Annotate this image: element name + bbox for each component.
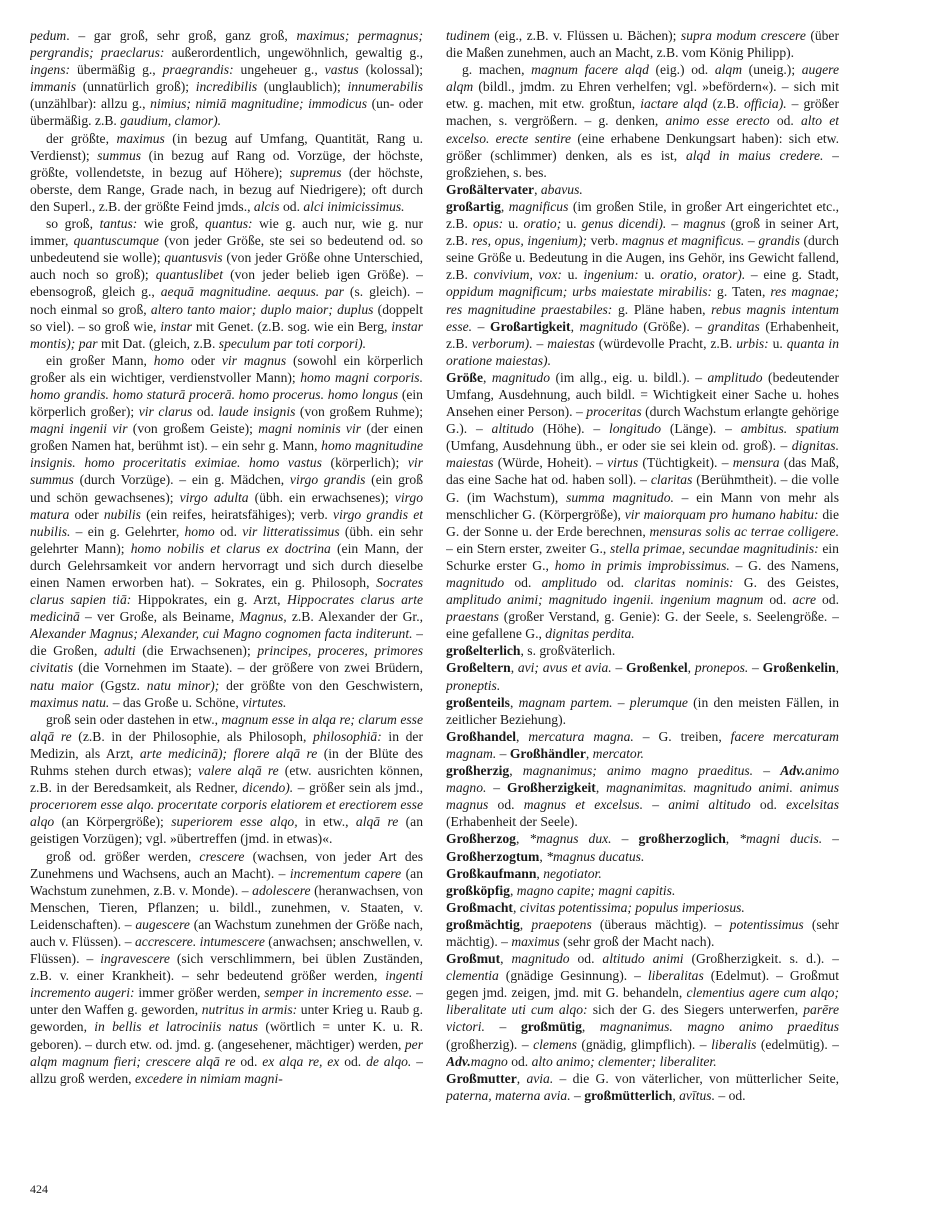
left-column-paragraph: der größte, maximus (in bezug auf Umfang, Quantität, Rang u. Verdienst); summus (in bezug auf Rang od. Vorzüge, der höchste, größte, vollendetste, in bezug auf Höhere); supremus (der höchste, oberste, dem Range, Grade nach, in bezug auf Niedrigere); oft durch den Superl., z.B. der größte Feind jmds., alcis od. alci inimicissimus. xyxy=(30,130,423,214)
left-column-paragraph: groß od. größer werden, crescere (wachsen, von jeder Art des Zunehmens und Wachsens, auch an Macht). – incrementum capere (an Wachstum zunehmen, z.B. v. Monde). – adolescere (heranwachsen, von Menschen, Tieren, Pflanzen; u. bildl., zunehmen, v. Staaten, v. Leidenschaften). – augescere (an Wachstum zunehmen der Größe nach, auch v. Flüssen). – accrescere. intumescere (anwachsen; anschwellen, v. Flüssen). – ingravescere (sich verschlimmern, bei üblen Zuständen, z.B. v. einer Krankheit). – sehr bedeutend größer werden, ingenti incremento augeri: immer größer werden, semper in incremento esse. – unter den Waffen g. geworden, nutritus in armis: unter Krieg u. Raub g. geworden, in bellis et latrociniis natus (wörtlich = unter K. u. R. geboren). – durch etw. od. jmd. g. (angesehener, mächtiger) werden, per alqm magnum fieri; crescere alqā re od. ex alqa re, ex od. de alqo. – allzu groß werden, excedere in nimiam magni- xyxy=(30,848,423,1086)
left-column xyxy=(30,27,423,1177)
right-column-paragraph: Großältervater, abavus. xyxy=(446,181,583,197)
right-column-paragraph: großmächtig, praepotens (überaus mächtig). – potentissimus (sehr mächtig). – maximus (sehr groß der Macht nach). xyxy=(446,916,839,949)
right-column-paragraph: Großmutter, avia. – die G. von väterlicher, von mütterlicher Seite, paterna, materna avia. – großmütterlich, avītus. – od. xyxy=(446,1070,839,1103)
right-column-paragraph: g. machen, magnum facere alqd (eig.) od. alqm (uneig.); augere alqm (bildl., jmdm. zu Ehren verhelfen; vgl. »befördern«). – sich mit etw. g. machen, mit etw. großtun, iactare alqd (z.B. officia). – größer machen, s. vergrößern. – g. denken, animo esse erecto od. alto et excelso. erecte sentire (eine erhabene Denkungsart haben): sich etw. größer (schlimmer) denken, als es ist, alqd in maius credere. – großziehen, s. bes. xyxy=(446,62,839,180)
left-column-paragraph: ein großer Mann, homo oder vir magnus (sowohl ein körperlich großer als ein wichtiger, verdienstvoller Mann); homo magni corporis. homo grandis. homo staturā procerā. homo procerus. homo longus (ein körperlich großer); vir clarus od. laude insignis (von großem Ruhme); magni ingenii vir (von großem Geiste); magni nominis vir (der einen großen Namen hat, berühmt ist). – ein sehr g. Mann, homo magnitudine insignis. homo proceritatis eximiae. homo vastus (körperlich); vir summus (durch Vorzüge). – ein g. Mädchen, virgo grandis (ein groß und schön gewachsenes); virgo adulta (übh. ein erwachsenes); virgo matura oder nubilis (ein reifes, heiratsfähiges); verb. virgo grandis et nubilis. – ein g. Gelehrter, homo od. vir litteratissimus (übh. ein sehr gelehrter Mann); homo nobilis et clarus ex doctrina (ein Mann, der durch Gelehrsamkeit vor andern hervorragt und sich durch dieselbe einen Namen erworben hat). – Sokrates, ein g. Philosoph, Socrates clarus sapien tiā: Hippokrates, ein g. Arzt, Hippocrates clarus arte medicinā – ver Große, als Beiname, Magnus, z.B. Alexander der Gr., Alexander Magnus; Alexander, cui Magno cognomen facta inditerunt. – die Großen, adulti (die Erwachsenen); principes, proceres, primores civitatis (die Vornehmen im Staate). – der größere von zwei Brüdern, natu maior (Ggstz. natu minor); der größte von den Geschwistern, maximus natu. – das Große u. Schöne, virtutes. xyxy=(30,352,423,710)
right-column xyxy=(446,27,839,1177)
right-column-paragraph: Großeltern, avi; avus et avia. – Großenkel, pronepos. – Großenkelin, proneptis. xyxy=(446,660,839,693)
right-column-paragraph: Großkaufmann, negotiator. xyxy=(446,865,602,881)
right-column-paragraph: Großhandel, mercatura magna. – G. treiben, facere mercaturam magnam. – Großhändler, mercator. xyxy=(446,728,839,761)
right-column-paragraph: Großmacht, civitas potentissima; populus imperiosus. xyxy=(446,899,745,915)
page-number: 424 xyxy=(30,1182,48,1196)
right-column-paragraph: großelterlich, s. großväterlich. xyxy=(446,643,616,659)
right-column-paragraph: tudinem (eig., z.B. v. Flüssen u. Bächen); supra modum crescere (über die Maßen zunehmen, auch an Macht, z.B. vom König Philipp). xyxy=(446,28,839,61)
right-column-paragraph: großartig, magnificus (im großen Stile, in großer Art eingerichtet etc., z.B. opus: u. oratio; u. genus dicendi). – magnus (groß in seiner Art, z.B. res, opus, ingenium); verb. magnus et magnificus. – grandis (durch seine Größe u. Bedeutung in die Augen, ins Gehör, ins Gewicht fallend, z.B. convivium, vox: u. ingenium: u. oratio, orator). – eine g. Stadt, oppidum magnificum; urbs maiestate mirabilis: g. Taten, res magnae; res magnitudine praestabiles: g. Pläne haben, rebus magnis intentum esse. – Großartigkeit, magnitudo (Größe). – granditas (Erhabenheit, z.B. verborum). – maiestas (würdevolle Pracht, z.B. urbis: u. quanta in oratione maiestas). xyxy=(446,198,839,368)
left-column-paragraph: so groß, tantus: wie groß, quantus: wie g. auch nur, wie g. nur immer, quantuscumque (von jeder Größe, ste sei so bedeutend od. so unbedeutend sie wolle); quantusvis (von jeder Größe ohne Unterschied, auch noch so groß); quantuslibet (von jeder belieb igen Größe). – ebensogroß, gleich g., aequā magnitudine. aequus. par (s. gleich). – noch einmal so groß, altero tanto maior; duplo maior; duplus (doppelt so viel). – so groß wie, instar mit Genet. (z.B. sog. wie ein Berg, instar montis); par mit Dat. (gleich, z.B. speculum par toti corpori). xyxy=(30,216,423,351)
left-column-paragraph: pedum. – gar groß, sehr groß, ganz groß, maximus; permagnus; pergrandis; praeclarus: außerordentlich, ungewöhnlich, gewaltig g., ingens: übermäßig g., praegrandis: ungeheuer g., vastus (kolossal); immanis (unnatürlich groß); incredibilis (unglaublich); innumerabilis (unzählbar): allzu g., nimius; nimiā magnitudine; immodicus (un- oder übermäßig. z.B. gaudium, clamor). xyxy=(30,28,423,129)
right-column-paragraph: großherzig, magnanimus; animo magno praeditus. – Adv.animo magno. – Großherzigkeit, magnanimitas. magnitudo animi. animus magnus od. magnus et excelsus. – animi altitudo od. excelsitas (Erhabenheit der Seele). xyxy=(446,763,839,830)
right-column-paragraph: großköpfig, magno capite; magni capitis. xyxy=(446,882,676,898)
right-column-paragraph: Größe, magnitudo (im allg., eig. u. bildl.). – amplitudo (bedeutender Umfang, Ausdehnung, auch bildl. = Wichtigkeit einer Sache u. hohes Ansehen einer Person). – proceritas (durch Wachstum erlangte gehörige G.). – altitudo (Höhe). – longitudo (Länge). – ambitus. spatium (Umfang, Ausdehnung übh., er oder sie sei klein od. groß). – dignitas. maiestas (Würde, Hoheit). – virtus (Tüchtigkeit). – mensura (das Maß, das eine Sache hat od. haben soll). – claritas (Berühmtheit). – die volle G. (im Wachstum), summa magnitudo. – ein Mann von mehr als menschlicher G. (Körpergröße), vir maiorquam pro humano habitu: die G. der Sonne u. der Erde berechnen, mensuras solis ac terrae colligere. – ein Stern erster, zweiter G., stella primae, secundae magnitudinis: ein Schurke erster G., homo in primis improbissimus. – G. des Namens, magnitudo od. amplitudo od. claritas nominis: G. des Geistes, amplitudo animi; magnitudo ingenii. ingenium magnum od. acre od. praestans (großer Verstand, g. Genie): G. der Seele, s. Seelengröße. – eine gefallene G., dignitas perdita. xyxy=(446,369,839,642)
right-column-paragraph: großenteils, magnam partem. – plerumque (in den meisten Fällen, in zeitlicher Beziehung). xyxy=(446,694,839,727)
right-column-paragraph: Großmut, magnitudo od. altitudo animi (Großherzigkeit. s. d.). – clementia (gnädige Gesinnung). – liberalitas (Edelmut). – Großmut gegen jmd. zeigen, jmd. mit G. behandeln, clementius agere cum alqo; liberalitate uti cum alqo: sich der G. des Siegers unterwerfen, parēre victori. – großmütig, magnanimus. magno animo praeditus (großherzig). – clemens (gnädig, glimpflich). – liberalis (edelmütig). – Adv.magno od. alto animo; clementer; liberaliter. xyxy=(446,951,839,1069)
left-column-paragraph: groß sein oder dastehen in etw., magnum esse in alqa re; clarum esse alqā re (z.B. in der Philosophie, als Philosoph, philosophiā: in der Medizin, als Arzt, arte medicinā); florere alqā re (in der Blüte des Ruhms stehen durch etwas); valere alqā re (etw. ausrichten können, z.B. in der Beredsamkeit, als Redner, dicendo). – größer sein als jmd., procerıorem esse alqo. procerıtate corporis elatiorem et erectiorem esse alqo (an Körpergröße); superiorem esse alqo, in etw., alqā re (an geistigen Vorzügen); vgl. »übertreffen (jmd. in etwas)«. xyxy=(30,711,423,847)
right-column-paragraph: Großherzog, *magnus dux. – großherzoglich, *magni ducis. – Großherzogtum, *magnus ducatus. xyxy=(446,831,839,864)
